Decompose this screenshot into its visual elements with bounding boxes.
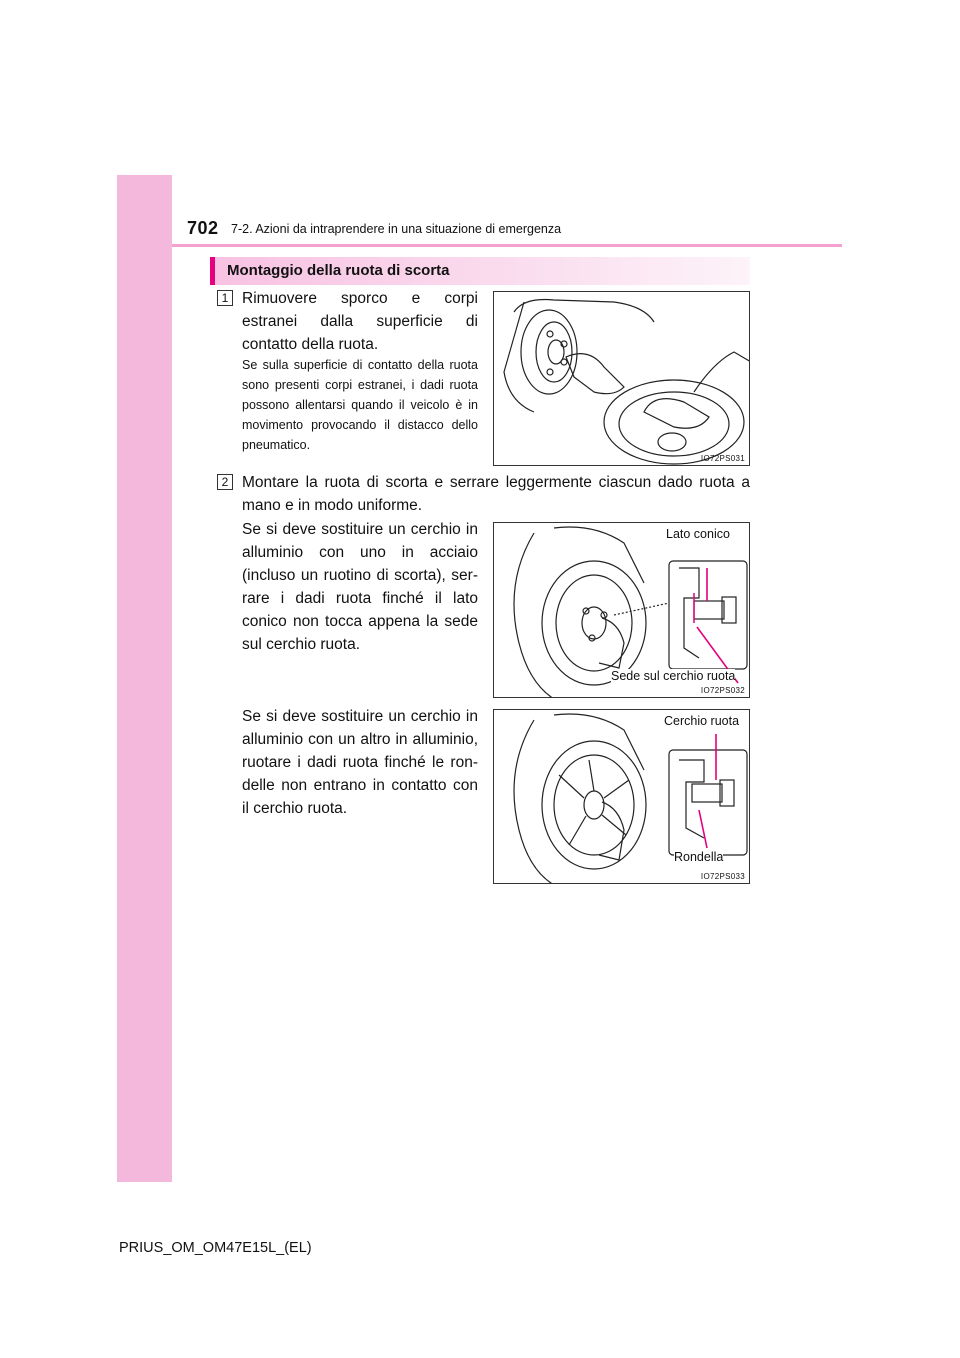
section-title: Montaggio della ruota di scorta <box>227 262 450 279</box>
header-divider <box>172 244 842 247</box>
callout-rondella: Rondella <box>674 850 724 864</box>
step-number-2: 2 <box>217 474 233 490</box>
page-number: 702 <box>187 218 219 238</box>
step-2a-text: Se si deve sostituire un cerchio in alluminio con uno in acciaio (incluso un ruotino di scorta), ser-rare i dadi ruota finché il lato conico non tocca appena la sede sul cerchio ruota. <box>242 521 478 653</box>
figure-code: IO72PS033 <box>700 872 745 881</box>
figure-code: IO72PS031 <box>700 454 745 463</box>
callout-lato-conico: Lato conico <box>666 527 730 541</box>
callout-cerchio-ruota: Cerchio ruota <box>664 714 740 728</box>
step-2-instruction: Montare la ruota di scorta e serrare leggermente ciascun dado ruota a mano e in modo uniforme. <box>242 474 750 514</box>
callout-sede-cerchio: Sede sul cerchio ruota <box>611 669 736 683</box>
figure-steel-wheel-nut <box>493 522 750 698</box>
figure-clean-wheel-surface <box>493 291 750 466</box>
step-1-note: Se sulla superficie di contatto della ruota sono presenti corpi estranei, i dadi ruota possono allentarsi quando il veicolo è in movimento provocando il distacco dello pneumatico. <box>242 358 478 452</box>
step-1-instruction: Rimuovere sporco e corpi estranei dalla superficie di contatto della ruota. <box>242 290 478 353</box>
footer-doc-code: PRIUS_OM_OM47E15L_(EL) <box>119 1240 312 1256</box>
step-2b-text: Se si deve sostituire un cerchio in alluminio con un altro in alluminio, ruotare i dadi ruota finché le ron-delle non entrano in contatto con il cerchio ruota. <box>242 708 478 817</box>
section-heading <box>210 257 750 285</box>
chapter-title: 7-2. Azioni da intraprendere in una situazione di emergenza <box>231 222 562 236</box>
chapter-sidebar-tab <box>117 175 172 1182</box>
figure-code: IO72PS032 <box>700 686 745 695</box>
figure-alloy-wheel-nut <box>493 709 750 884</box>
step-number-1: 1 <box>217 290 233 306</box>
